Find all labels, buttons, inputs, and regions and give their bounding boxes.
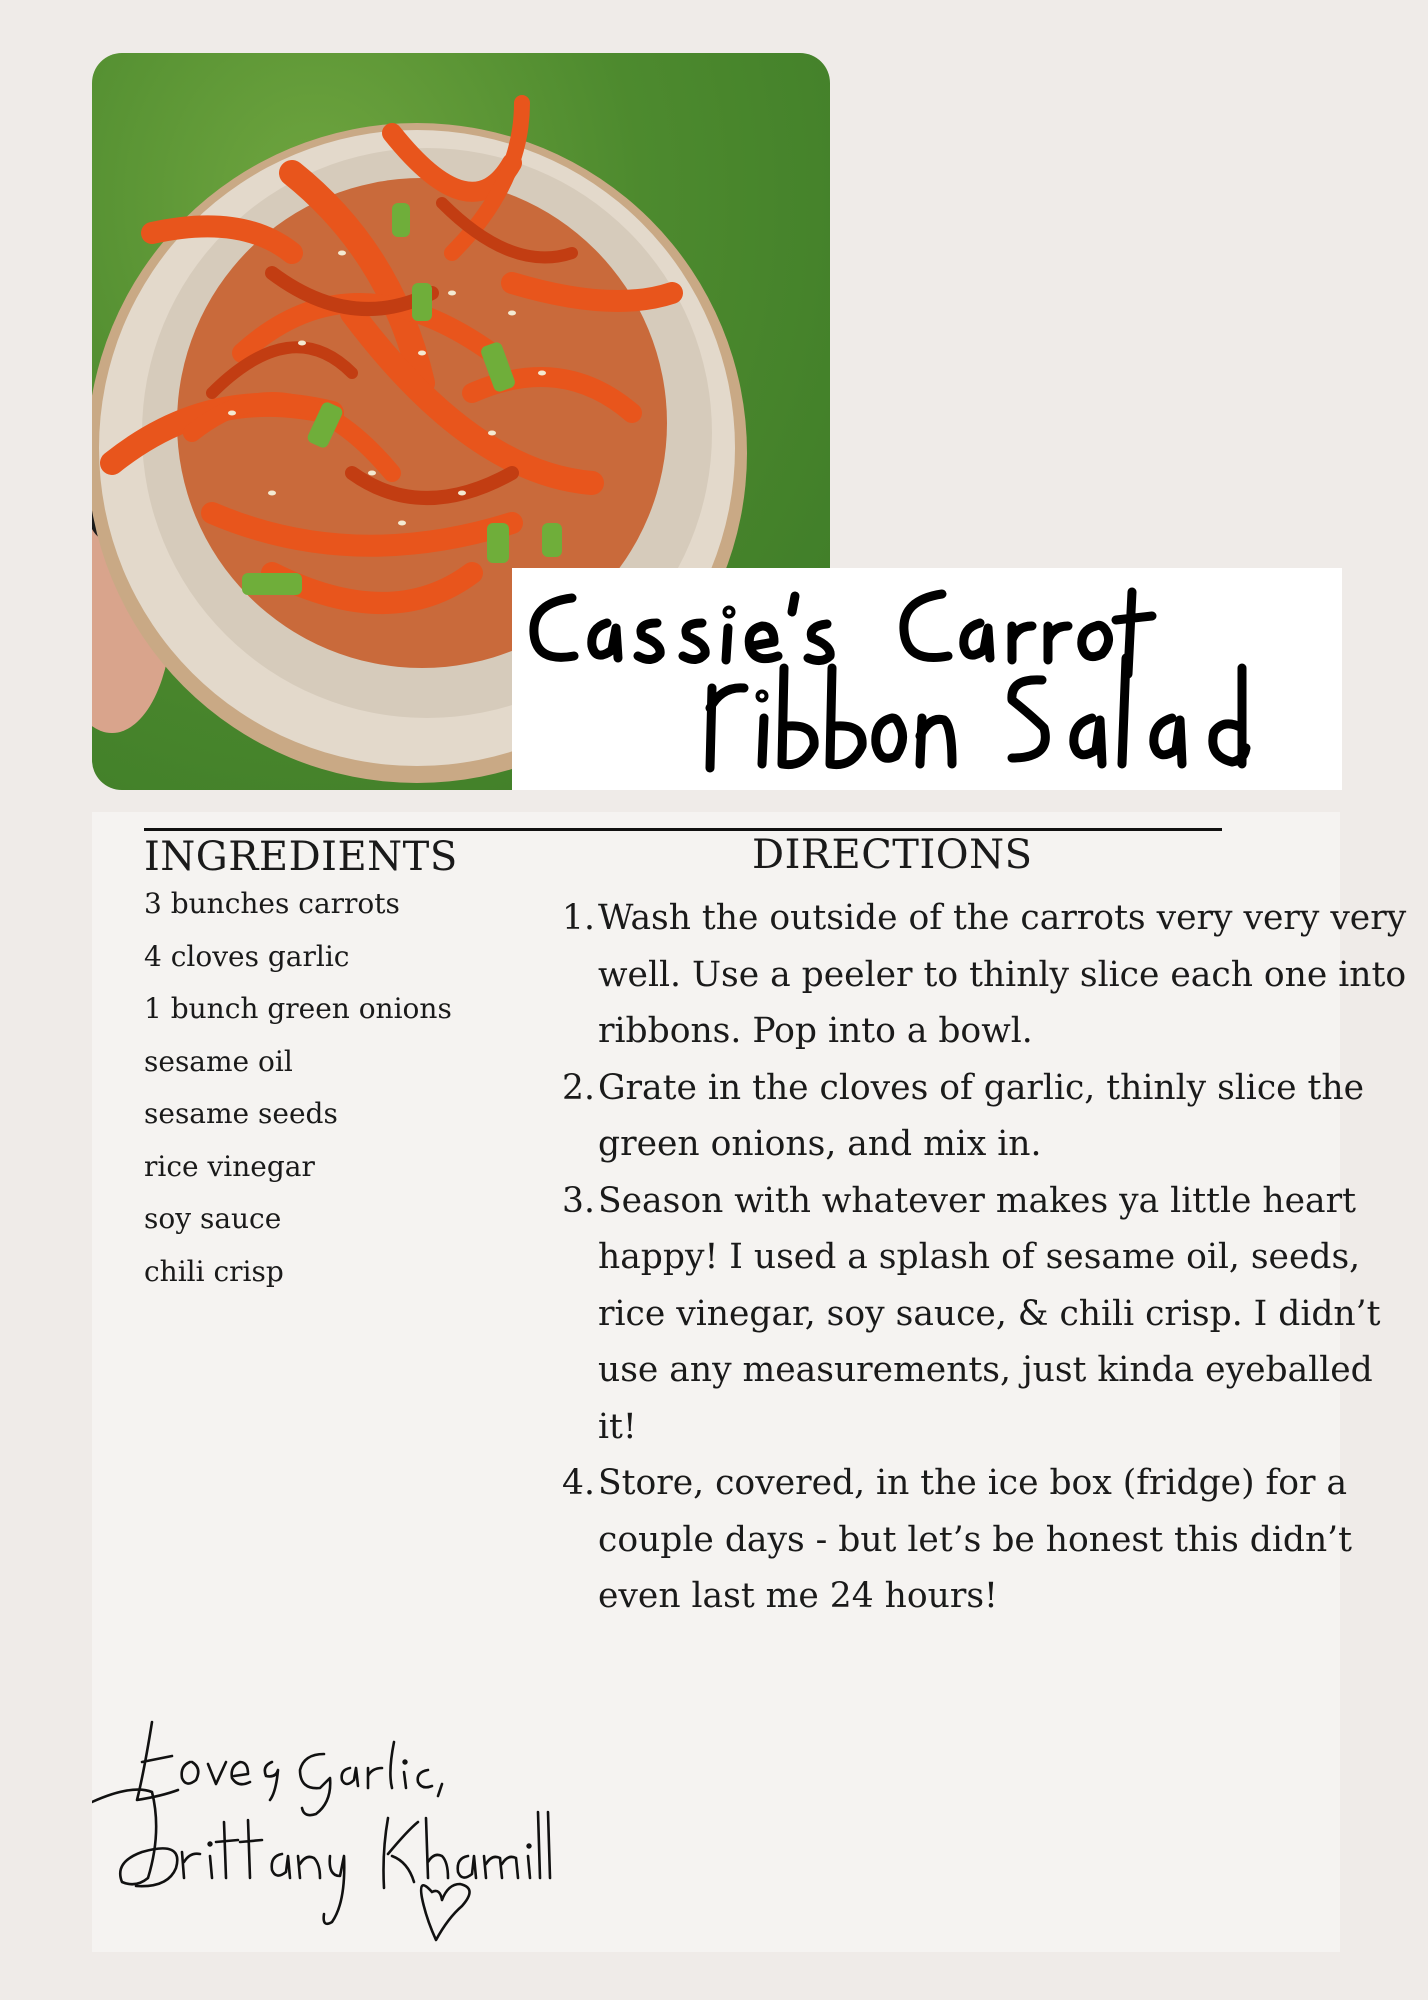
ingredient-item: sesame oil — [144, 1044, 293, 1078]
handwritten-signature — [92, 1692, 552, 1952]
step-number: 2. — [562, 1067, 595, 1108]
step-number: 1. — [562, 898, 595, 938]
step-text: Grate in the cloves of garlic, thinly slice the green onions, and mix in. — [598, 1067, 1365, 1164]
directions-list — [562, 890, 1410, 1625]
ingredients-heading: INGREDIENTS — [144, 834, 458, 880]
recipe-title — [512, 568, 1342, 790]
top-divider — [144, 828, 1222, 831]
direction-step — [562, 1173, 1410, 1456]
step-number: 4. — [562, 1463, 595, 1503]
ingredient-item: 4 cloves garlic — [144, 939, 350, 973]
handwritten-title-art — [512, 568, 1342, 790]
step-number: 3. — [562, 1180, 595, 1221]
ingredient-item: 1 bunch green onions — [144, 992, 452, 1025]
ingredient-item: soy sauce — [144, 1202, 282, 1235]
ingredient-item: chili crisp — [144, 1254, 284, 1288]
signature-art — [92, 1692, 552, 1952]
direction-step — [562, 890, 1410, 1060]
directions-heading: DIRECTIONS — [752, 832, 1033, 878]
step-text: Store, covered, in the ice box (fridge) for a couple days - but let’s be honest this didn’t even last me 24 hours! — [598, 1463, 1353, 1616]
ingredient-item: sesame seeds — [144, 1097, 338, 1130]
step-text: Wash the outside of the carrots very very very well. Use a peeler to thinly slice each one into ribbons. Pop into a bowl. — [598, 898, 1407, 1051]
recipe-card — [92, 812, 1407, 1952]
ingredient-item: rice vinegar — [144, 1149, 315, 1183]
step-text: Season with whatever makes ya little heart happy! I used a splash of sesame oil, seeds, rice vinegar, soy sauce, & chili crisp. I didn’t use any measurements, just kinda eyeballed it! — [598, 1180, 1381, 1447]
ingredient-item: 3 bunches carrots — [144, 887, 400, 920]
ingredients-list — [144, 878, 452, 1298]
direction-step — [562, 1455, 1410, 1625]
direction-step — [562, 1060, 1410, 1173]
